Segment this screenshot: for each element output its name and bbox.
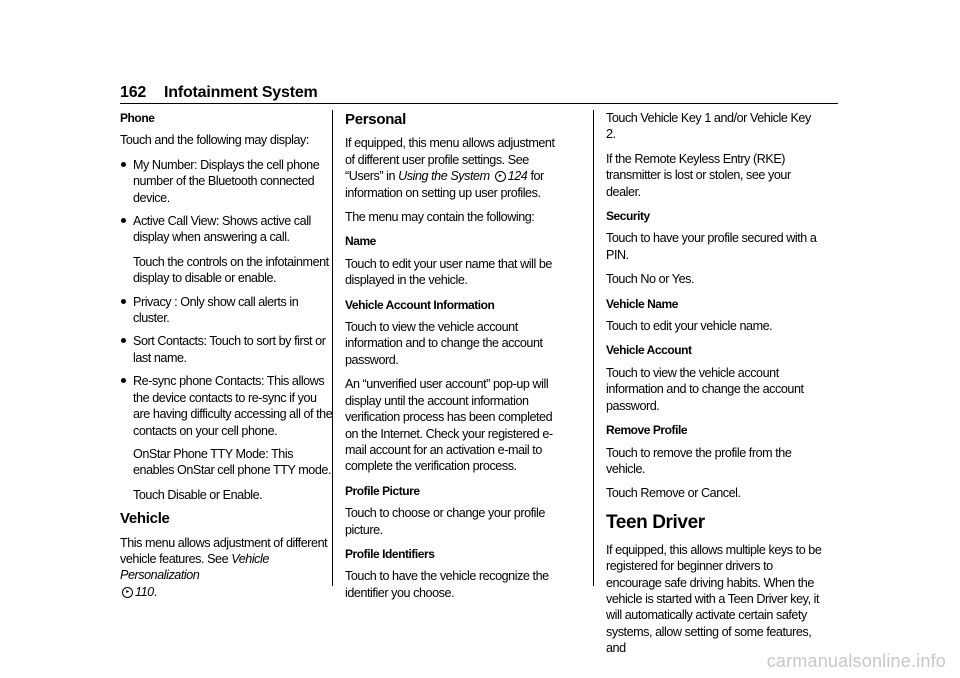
- onstar-tty-action: Touch Disable or Enable.: [133, 487, 263, 502]
- security-text: Touch to have your profile secured with a PIN.: [606, 231, 817, 262]
- phone-intro: Touch and the following may display:: [120, 133, 309, 148]
- list-item-continuation: Touch the controls on the infotainment display to disable or enable.: [133, 254, 329, 286]
- phone-options-list: [120, 157, 336, 439]
- vehicle-personalization-link[interactable]: Vehicle Personalization: [120, 551, 269, 583]
- column-2: [345, 110, 561, 609]
- list-item: Re-sync phone Contacts: This allows the device contacts to re-sync if you are having difficulty accessing all of the contacts on your cell phone.: [120, 373, 336, 439]
- name-heading: Name: [345, 234, 376, 249]
- column-1: [120, 110, 336, 608]
- vehicle-name-text: Touch to edit your vehicle name.: [606, 319, 773, 334]
- phone-heading: Phone: [120, 111, 155, 125]
- unverified-account-text: An “unverified user account” pop-up will display until the account information verification process has been completed on the Internet. Check your registered e-mail account for an activation e-mail to complete the verification process.: [345, 377, 553, 474]
- page-reference-icon: ▸: [122, 587, 133, 598]
- page-reference-icon: ▸: [495, 171, 506, 182]
- column-3: [606, 110, 822, 665]
- menu-intro: The menu may contain the following:: [345, 210, 535, 225]
- personal-text: If equipped, this menu allows adjustment of different user profile settings. See “Users” in Using the System ▸ 124 for information on setting up user profiles.: [345, 136, 555, 200]
- remove-profile-text: Touch to remove the profile from the vehicle.: [606, 445, 792, 476]
- bullet-icon: [121, 378, 126, 383]
- vehicle-key-text: Touch Vehicle Key 1 and/or Vehicle Key 2.: [606, 111, 811, 142]
- onstar-tty-text: OnStar Phone TTY Mode: This enables OnStar cell phone TTY mode.: [133, 446, 332, 478]
- vehicle-account-info-text: Touch to view the vehicle account information and to change the account password.: [345, 320, 543, 367]
- rke-text: If the Remote Keyless Entry (RKE) transmitter is lost or stolen, see your dealer.: [606, 151, 791, 199]
- vehicle-text: This menu allows adjustment of different vehicle features. See Vehicle Personalization ▸ 110.: [120, 535, 328, 599]
- column-divider-2: [593, 110, 594, 586]
- teen-driver-text: If equipped, this allows multiple keys to be registered for beginner drivers to encourage safe driving habits. When the vehicle is started with a Teen Driver key, it will automatically activate certain safety systems, allow setting of some features, and: [606, 542, 822, 656]
- header-rule: [120, 103, 838, 104]
- profile-picture-heading: Profile Picture: [345, 483, 420, 498]
- security-action: Touch No or Yes.: [606, 272, 695, 287]
- profile-picture-text: Touch to choose or change your profile picture.: [345, 506, 545, 537]
- personal-heading: Personal: [345, 111, 406, 128]
- list-item: Sort Contacts: Touch to sort by first or last name.: [120, 333, 336, 366]
- personal-page-ref[interactable]: 124: [507, 169, 528, 184]
- bullet-icon: [121, 162, 126, 167]
- remove-profile-action: Touch Remove or Cancel.: [606, 486, 741, 501]
- teen-driver-heading: Teen Driver: [606, 511, 705, 533]
- watermark: carmanualsonline.info: [766, 651, 946, 671]
- vehicle-heading: Vehicle: [120, 510, 170, 528]
- list-item: My Number: Displays the cell phone number of the Bluetooth connected device.: [120, 157, 336, 206]
- using-the-system-link[interactable]: Using the System: [398, 169, 490, 184]
- list-item: Active Call View: Shows active call display when answering a call. Touch the controls on the infotainment display to disable or enable.: [120, 213, 336, 287]
- page-header: [120, 84, 838, 104]
- vehicle-page-ref[interactable]: 110: [135, 584, 154, 599]
- profile-identifiers-text: Touch to have the vehicle recognize the identifier you choose.: [345, 569, 549, 600]
- section-title: Infotainment System: [164, 84, 318, 101]
- bullet-icon: [121, 299, 126, 304]
- name-text: Touch to edit your user name that will be displayed in the vehicle.: [345, 256, 552, 288]
- vehicle-name-heading: Vehicle Name: [606, 296, 678, 311]
- vehicle-account-text: Touch to view the vehicle account information and to change the account password.: [606, 365, 804, 413]
- list-item: Privacy : Only show call alerts in cluster.: [120, 294, 336, 327]
- bullet-icon: [121, 338, 126, 343]
- security-heading: Security: [606, 209, 650, 224]
- remove-profile-heading: Remove Profile: [606, 423, 688, 438]
- vehicle-account-info-heading: Vehicle Account Information: [345, 297, 495, 312]
- bullet-icon: [121, 218, 126, 223]
- page-number: 162: [120, 84, 147, 101]
- profile-identifiers-heading: Profile Identifiers: [345, 546, 435, 561]
- vehicle-account-heading: Vehicle Account: [606, 343, 692, 358]
